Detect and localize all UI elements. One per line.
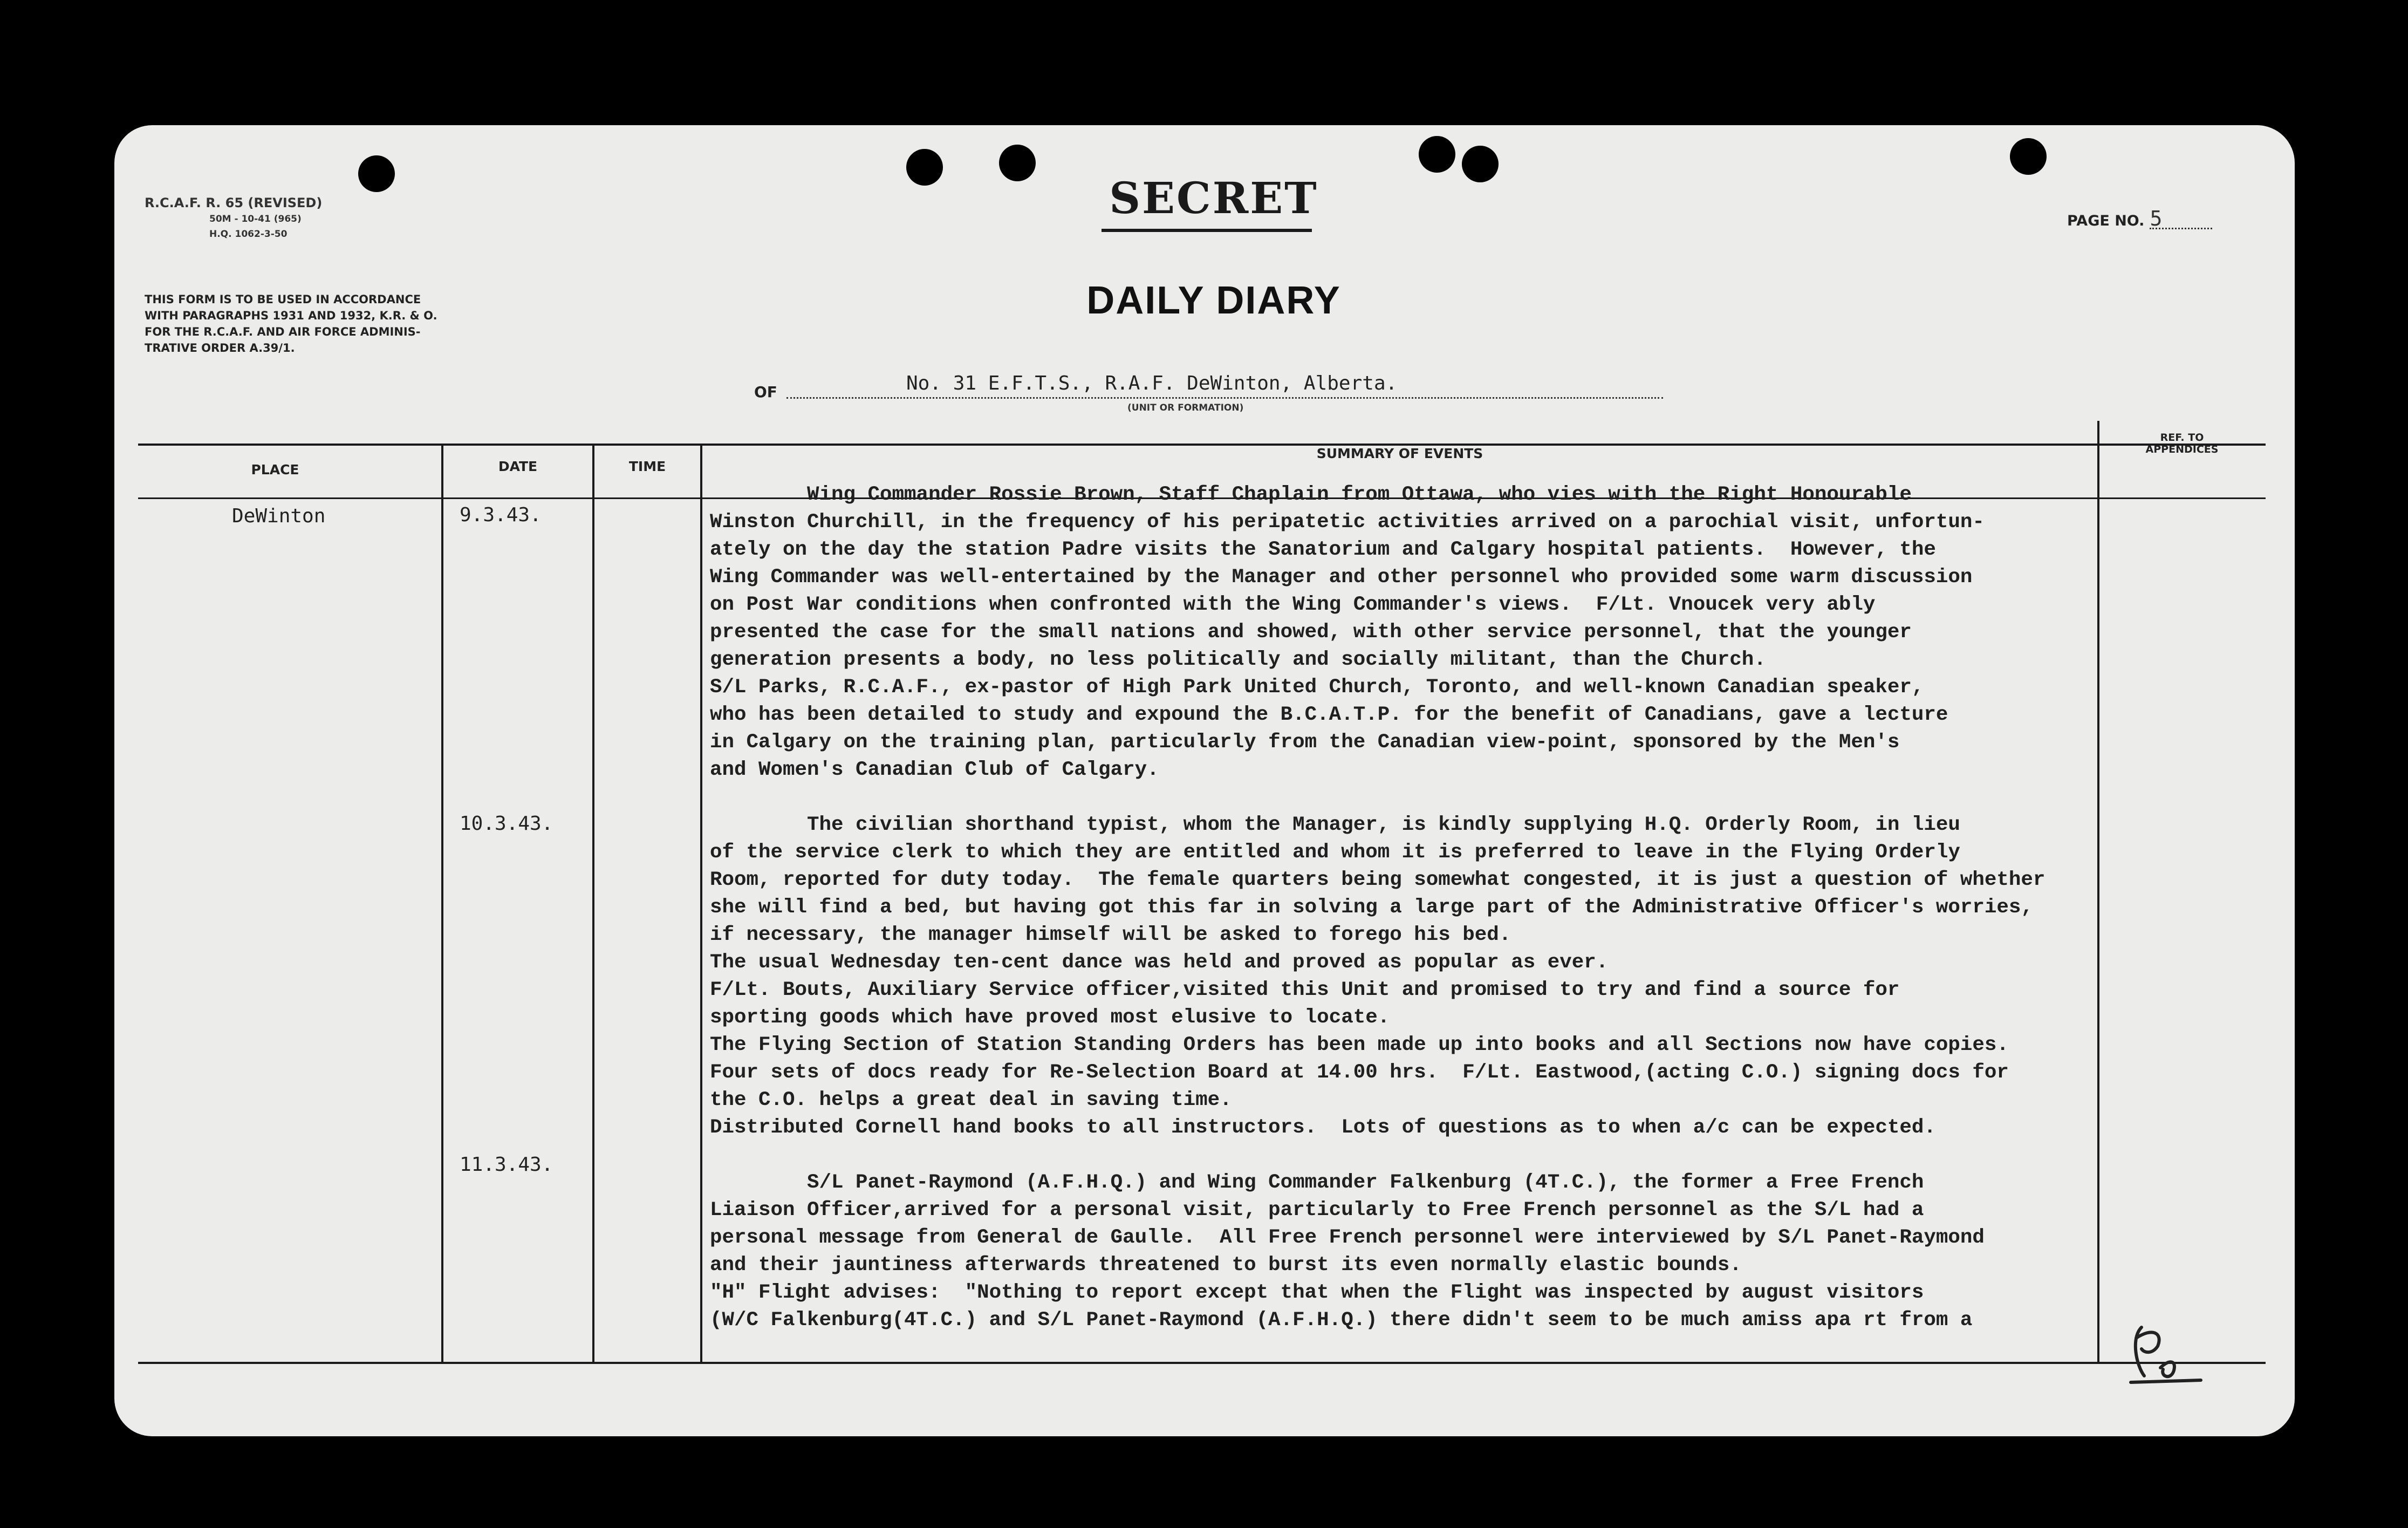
event-text-line: and their jauntiness afterwards threatened to burst its even normally elastic bounds. bbox=[710, 1254, 1742, 1277]
event-text-line: Liaison Officer,arrived for a personal visit, particularly to Free French personnel as the S/L had a bbox=[710, 1199, 1924, 1222]
column-divider bbox=[700, 444, 702, 1363]
event-text-line: "H" Flight advises: "Nothing to report except that when the Flight was inspected by august visitors bbox=[710, 1281, 1924, 1304]
date-entry: 9.3.43. bbox=[460, 504, 542, 526]
instruction-line: FOR THE R.C.A.F. AND AIR FORCE ADMINIS- bbox=[145, 325, 421, 338]
event-text-line: Room, reported for duty today. The female quarters being somewhat congested, it is just a question of whether bbox=[710, 869, 2046, 891]
punch-hole bbox=[906, 149, 943, 186]
column-header-appendices: REF. TO APPENDICES bbox=[2145, 432, 2219, 455]
date-entry: 11.3.43. bbox=[460, 1154, 553, 1176]
hq-code: H.Q. 1062-3-50 bbox=[209, 229, 288, 240]
event-text-line: Winston Churchill, in the frequency of his peripatetic activities arrived on a parochial visit, unfortun- bbox=[710, 511, 1985, 534]
page-number bbox=[2067, 209, 2212, 229]
event-text-line: the C.O. helps a great deal in saving time. bbox=[710, 1089, 1232, 1111]
event-text-line: The Flying Section of Station Standing Orders has been made up into books and all Sections now have copies. bbox=[710, 1034, 2009, 1056]
form-instructions bbox=[145, 291, 544, 356]
page-number-value: 5 bbox=[2150, 209, 2212, 229]
event-text-line: personal message from General de Gaulle. All Free French personnel were interviewed by S/L Panet-Raymond bbox=[710, 1226, 1985, 1249]
instruction-line: THIS FORM IS TO BE USED IN ACCORDANCE bbox=[145, 293, 421, 306]
event-text-line bbox=[710, 784, 2145, 811]
event-text-line: (W/C Falkenburg(4T.C.) and S/L Panet-Raymond (A.F.H.Q.) there didn't seem to be much amiss apa rt from a bbox=[710, 1309, 1973, 1332]
column-divider bbox=[441, 444, 443, 1363]
event-text-line: S/L Parks, R.C.A.F., ex-pastor of High Park United Church, Toronto, and well-known Canadian speaker, bbox=[710, 676, 1924, 699]
document-title: DAILY DIARY bbox=[1086, 279, 1341, 322]
summary-of-events bbox=[710, 481, 2145, 1334]
column-divider bbox=[592, 444, 594, 1363]
table-bottom-rule bbox=[138, 1362, 2266, 1364]
event-text-line: presented the case for the small nations and showed, with other service personnel, that the younger bbox=[710, 621, 1912, 644]
print-code: 50M - 10-41 (965) bbox=[209, 214, 302, 224]
event-text-line: and Women's Canadian Club of Calgary. bbox=[710, 759, 1159, 781]
classification-heading: SECRET bbox=[1109, 173, 1318, 223]
event-text-line: of the service clerk to which they are entitled and whom it is preferred to leave in the Flying Orderly bbox=[710, 841, 1960, 864]
handwritten-initials bbox=[2120, 1316, 2206, 1387]
event-text-line bbox=[710, 1142, 2145, 1169]
event-text-line: if necessary, the manager himself will be asked to forego his bed. bbox=[710, 924, 1511, 946]
unit-field-caption: (UNIT OR FORMATION) bbox=[1127, 403, 1244, 413]
punch-hole bbox=[1419, 136, 1455, 173]
event-text-line: Distributed Cornell hand books to all instructors. Lots of questions as to when a/c can be expected. bbox=[710, 1116, 1936, 1139]
form-number: R.C.A.F. R. 65 (REVISED) bbox=[145, 195, 323, 210]
classification-underline bbox=[1102, 229, 1312, 232]
unit-of-label: OF bbox=[754, 383, 777, 401]
event-text-line: generation presents a body, no less politically and socially militant, than the Church. bbox=[710, 649, 1766, 671]
punch-hole bbox=[1462, 146, 1499, 182]
event-text-line: Wing Commander Rossie Brown, Staff Chaplain from Ottawa, who vies with the Right Honourable bbox=[710, 483, 1912, 506]
form-number-block bbox=[145, 194, 322, 242]
page-number-label: PAGE NO. bbox=[2067, 213, 2145, 229]
column-header-summary: SUMMARY OF EVENTS bbox=[1316, 446, 1483, 461]
event-text-line: The civilian shorthand typist, whom the Manager, is kindly supplying H.Q. Orderly Room, in lieu bbox=[710, 814, 1960, 836]
punch-hole bbox=[2010, 138, 2047, 175]
event-text-line: who has been detailed to study and expound the B.C.A.T.P. for the benefit of Canadians, gave a lecture bbox=[710, 704, 1948, 726]
punch-hole bbox=[358, 155, 395, 192]
event-text-line: The usual Wednesday ten-cent dance was held and proved as popular as ever. bbox=[710, 951, 1609, 974]
event-text-line: Four sets of docs ready for Re-Selection Board at 14.00 hrs. F/Lt. Eastwood,(acting C.O.) signing docs for bbox=[710, 1061, 2009, 1084]
place-value: DeWinton bbox=[232, 505, 326, 527]
instruction-line: TRATIVE ORDER A.39/1. bbox=[145, 342, 295, 354]
instruction-line: WITH PARAGRAPHS 1931 AND 1932, K.R. & O. bbox=[145, 309, 437, 322]
event-text-line: F/Lt. Bouts, Auxiliary Service officer,visited this Unit and promised to try and find a source for bbox=[710, 979, 1900, 1001]
column-header-place: PLACE bbox=[251, 462, 299, 478]
date-entry: 10.3.43. bbox=[460, 813, 553, 835]
event-text-line: Wing Commander was well-entertained by the Manager and other personnel who provided some warm discussion bbox=[710, 566, 1973, 589]
event-text-line: in Calgary on the training plan, particularly from the Canadian view-point, sponsored by the Men's bbox=[710, 731, 1900, 754]
column-header-date: DATE bbox=[498, 459, 538, 474]
event-text-line: S/L Panet-Raymond (A.F.H.Q.) and Wing Commander Falkenburg (4T.C.), the former a Free French bbox=[710, 1171, 1924, 1194]
event-text-line: on Post War conditions when confronted with the Wing Commander's views. F/Lt. Vnoucek very ably bbox=[710, 594, 1876, 616]
event-text-line: ately on the day the station Padre visits the Sanatorium and Calgary hospital patients. However, the bbox=[710, 538, 1936, 561]
event-text-line: sporting goods which have proved most elusive to locate. bbox=[710, 1006, 1390, 1029]
column-header-time: TIME bbox=[628, 459, 666, 474]
event-text-line: she will find a bed, but having got this far in solving a large part of the Administrative Officer's worries, bbox=[710, 896, 2033, 919]
unit-field-value: No. 31 E.F.T.S., R.A.F. DeWinton, Alberta. bbox=[906, 372, 1398, 394]
